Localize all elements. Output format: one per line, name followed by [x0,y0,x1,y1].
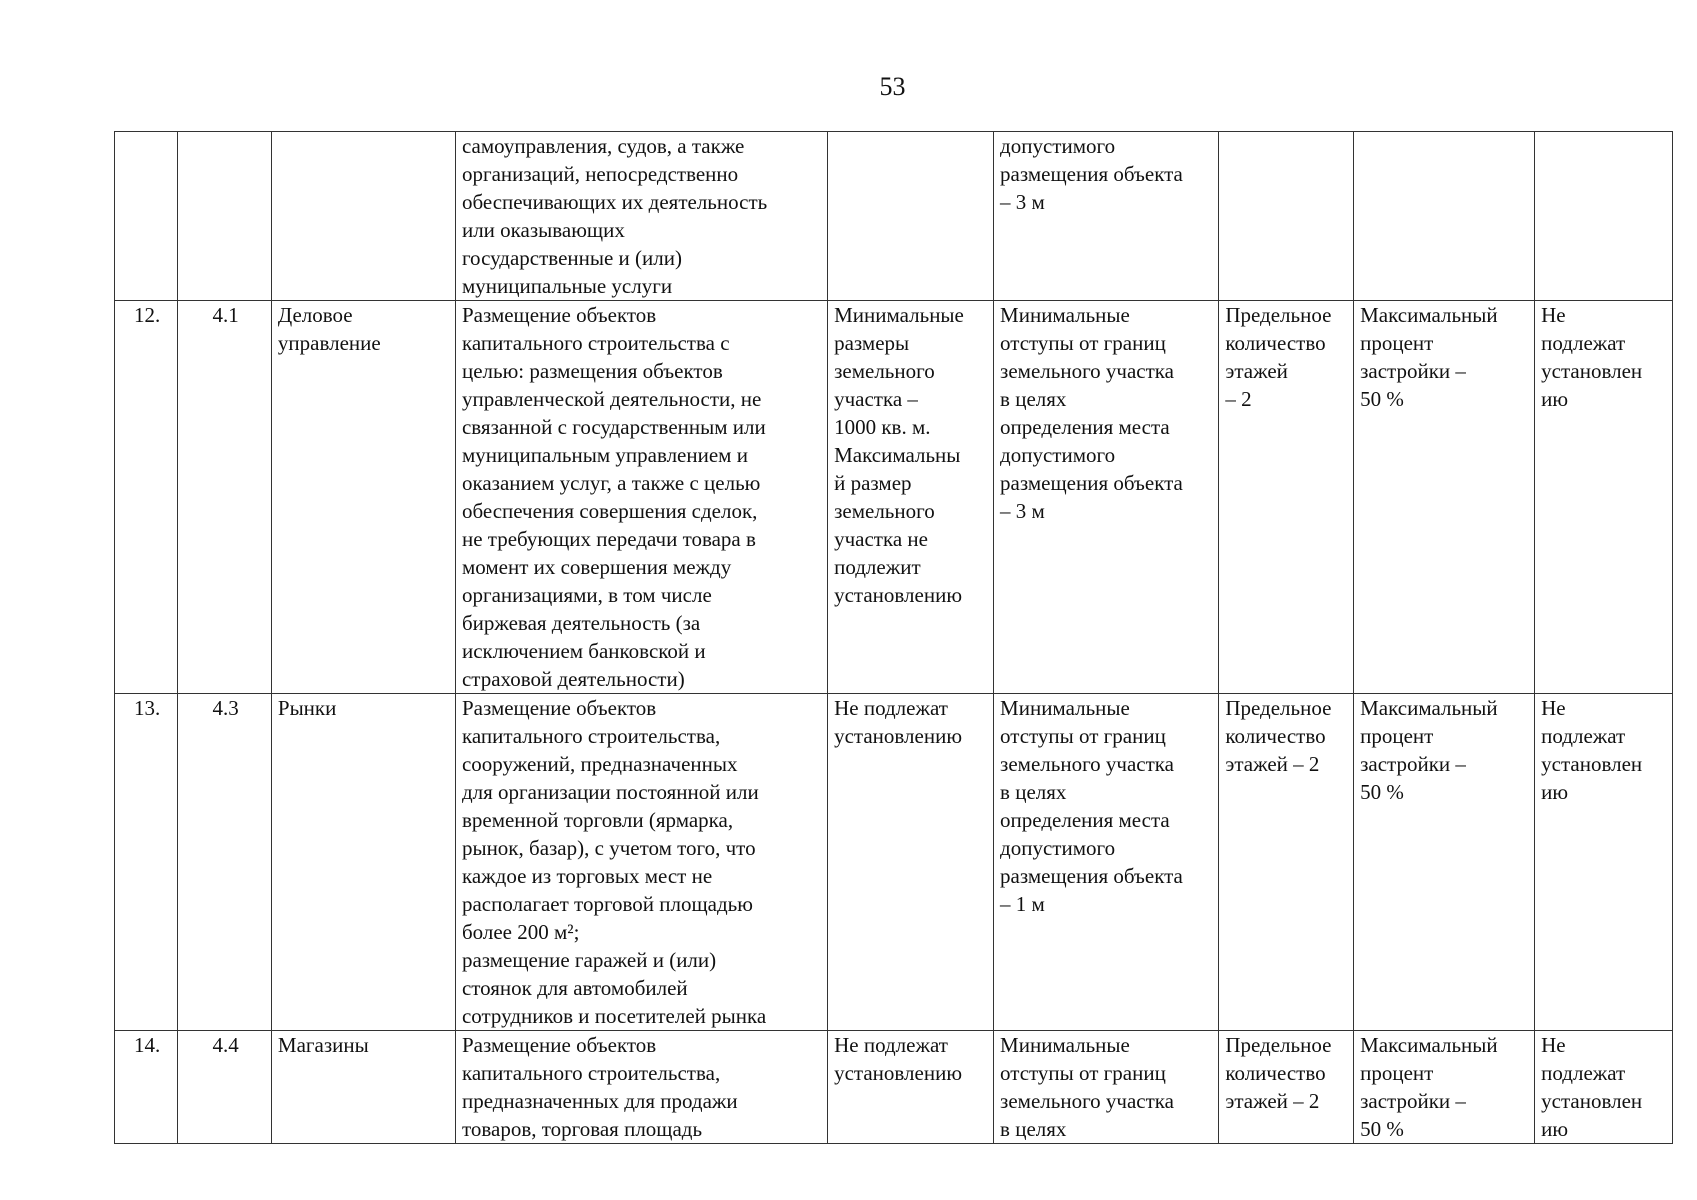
row-number: 13. [115,694,178,1031]
row-use-name: Деловое управление [271,301,455,694]
row-code: 4.1 [178,301,272,694]
row-number: 14. [115,1031,178,1144]
row-code: 4.3 [178,694,272,1031]
row-floors: Предельное количество этажей – 2 [1219,301,1354,694]
row-other [1535,132,1673,301]
row-coverage: Максимальный процент застройки – 50 % [1354,1031,1535,1144]
row-code [178,132,272,301]
row-description: самоуправления, судов, а также организаций, непосредственно обеспечивающих их деятельность или оказывающих государственные и (или) муниципальные услуги [455,132,827,301]
table-row [115,694,1673,1031]
row-coverage: Максимальный процент застройки – 50 % [1354,694,1535,1031]
row-number [115,132,178,301]
row-setbacks: допустимого размещения объекта – 3 м [994,132,1219,301]
row-setbacks: Минимальные отступы от границ земельного участка в целях [994,1031,1219,1144]
row-plot-size: Не подлежат установлению [828,694,994,1031]
row-coverage [1354,132,1535,301]
page-number: 53 [879,72,906,101]
row-other: Не подлежат установлен ию [1535,694,1673,1031]
row-plot-size: Минимальные размеры земельного участка – 1000 кв. м. Максимальны й размер земельного участка не подлежит установлению [828,301,994,694]
row-floors: Предельное количество этажей – 2 [1219,694,1354,1031]
table-row [115,1031,1673,1144]
row-floors [1219,132,1354,301]
row-use-name: Магазины [271,1031,455,1144]
row-description: Размещение объектов капитального строительства, предназначенных для продажи товаров, торговая площадь [455,1031,827,1144]
row-plot-size: Не подлежат установлению [828,1031,994,1144]
table-row [115,132,1673,301]
row-floors: Предельное количество этажей – 2 [1219,1031,1354,1144]
row-use-name: Рынки [271,694,455,1031]
row-description: Размещение объектов капитального строительства, сооружений, предназначенных для организации постоянной или временной торговли (ярмарка, рынок, базар), с учетом того, что каждое из торговых мест не располагает торговой площадью более 200 м²; размещение гаражей и (или) стоянок для автомобилей сотрудников и посетителей рынка [455,694,827,1031]
table-row [115,301,1673,694]
row-setbacks: Минимальные отступы от границ земельного участка в целях определения места допустимого размещения объекта – 1 м [994,694,1219,1031]
row-description: Размещение объектов капитального строительства с целью: размещения объектов управленческой деятельности, не связанной с государственным или муниципальным управлением и оказанием услуг, а также с целью обеспечения совершения сделок, не требующих передачи товара в момент их совершения между организациями, в том числе биржевая деятельность (за исключением банковской и страховой деятельности) [455,301,827,694]
row-other: Не подлежат установлен ию [1535,1031,1673,1144]
regulations-table [114,131,1673,1144]
row-setbacks: Минимальные отступы от границ земельного участка в целях определения места допустимого размещения объекта – 3 м [994,301,1219,694]
row-coverage: Максимальный процент застройки – 50 % [1354,301,1535,694]
row-number: 12. [115,301,178,694]
row-other: Не подлежат установлен ию [1535,301,1673,694]
row-code: 4.4 [178,1031,272,1144]
row-plot-size [828,132,994,301]
row-use-name [271,132,455,301]
